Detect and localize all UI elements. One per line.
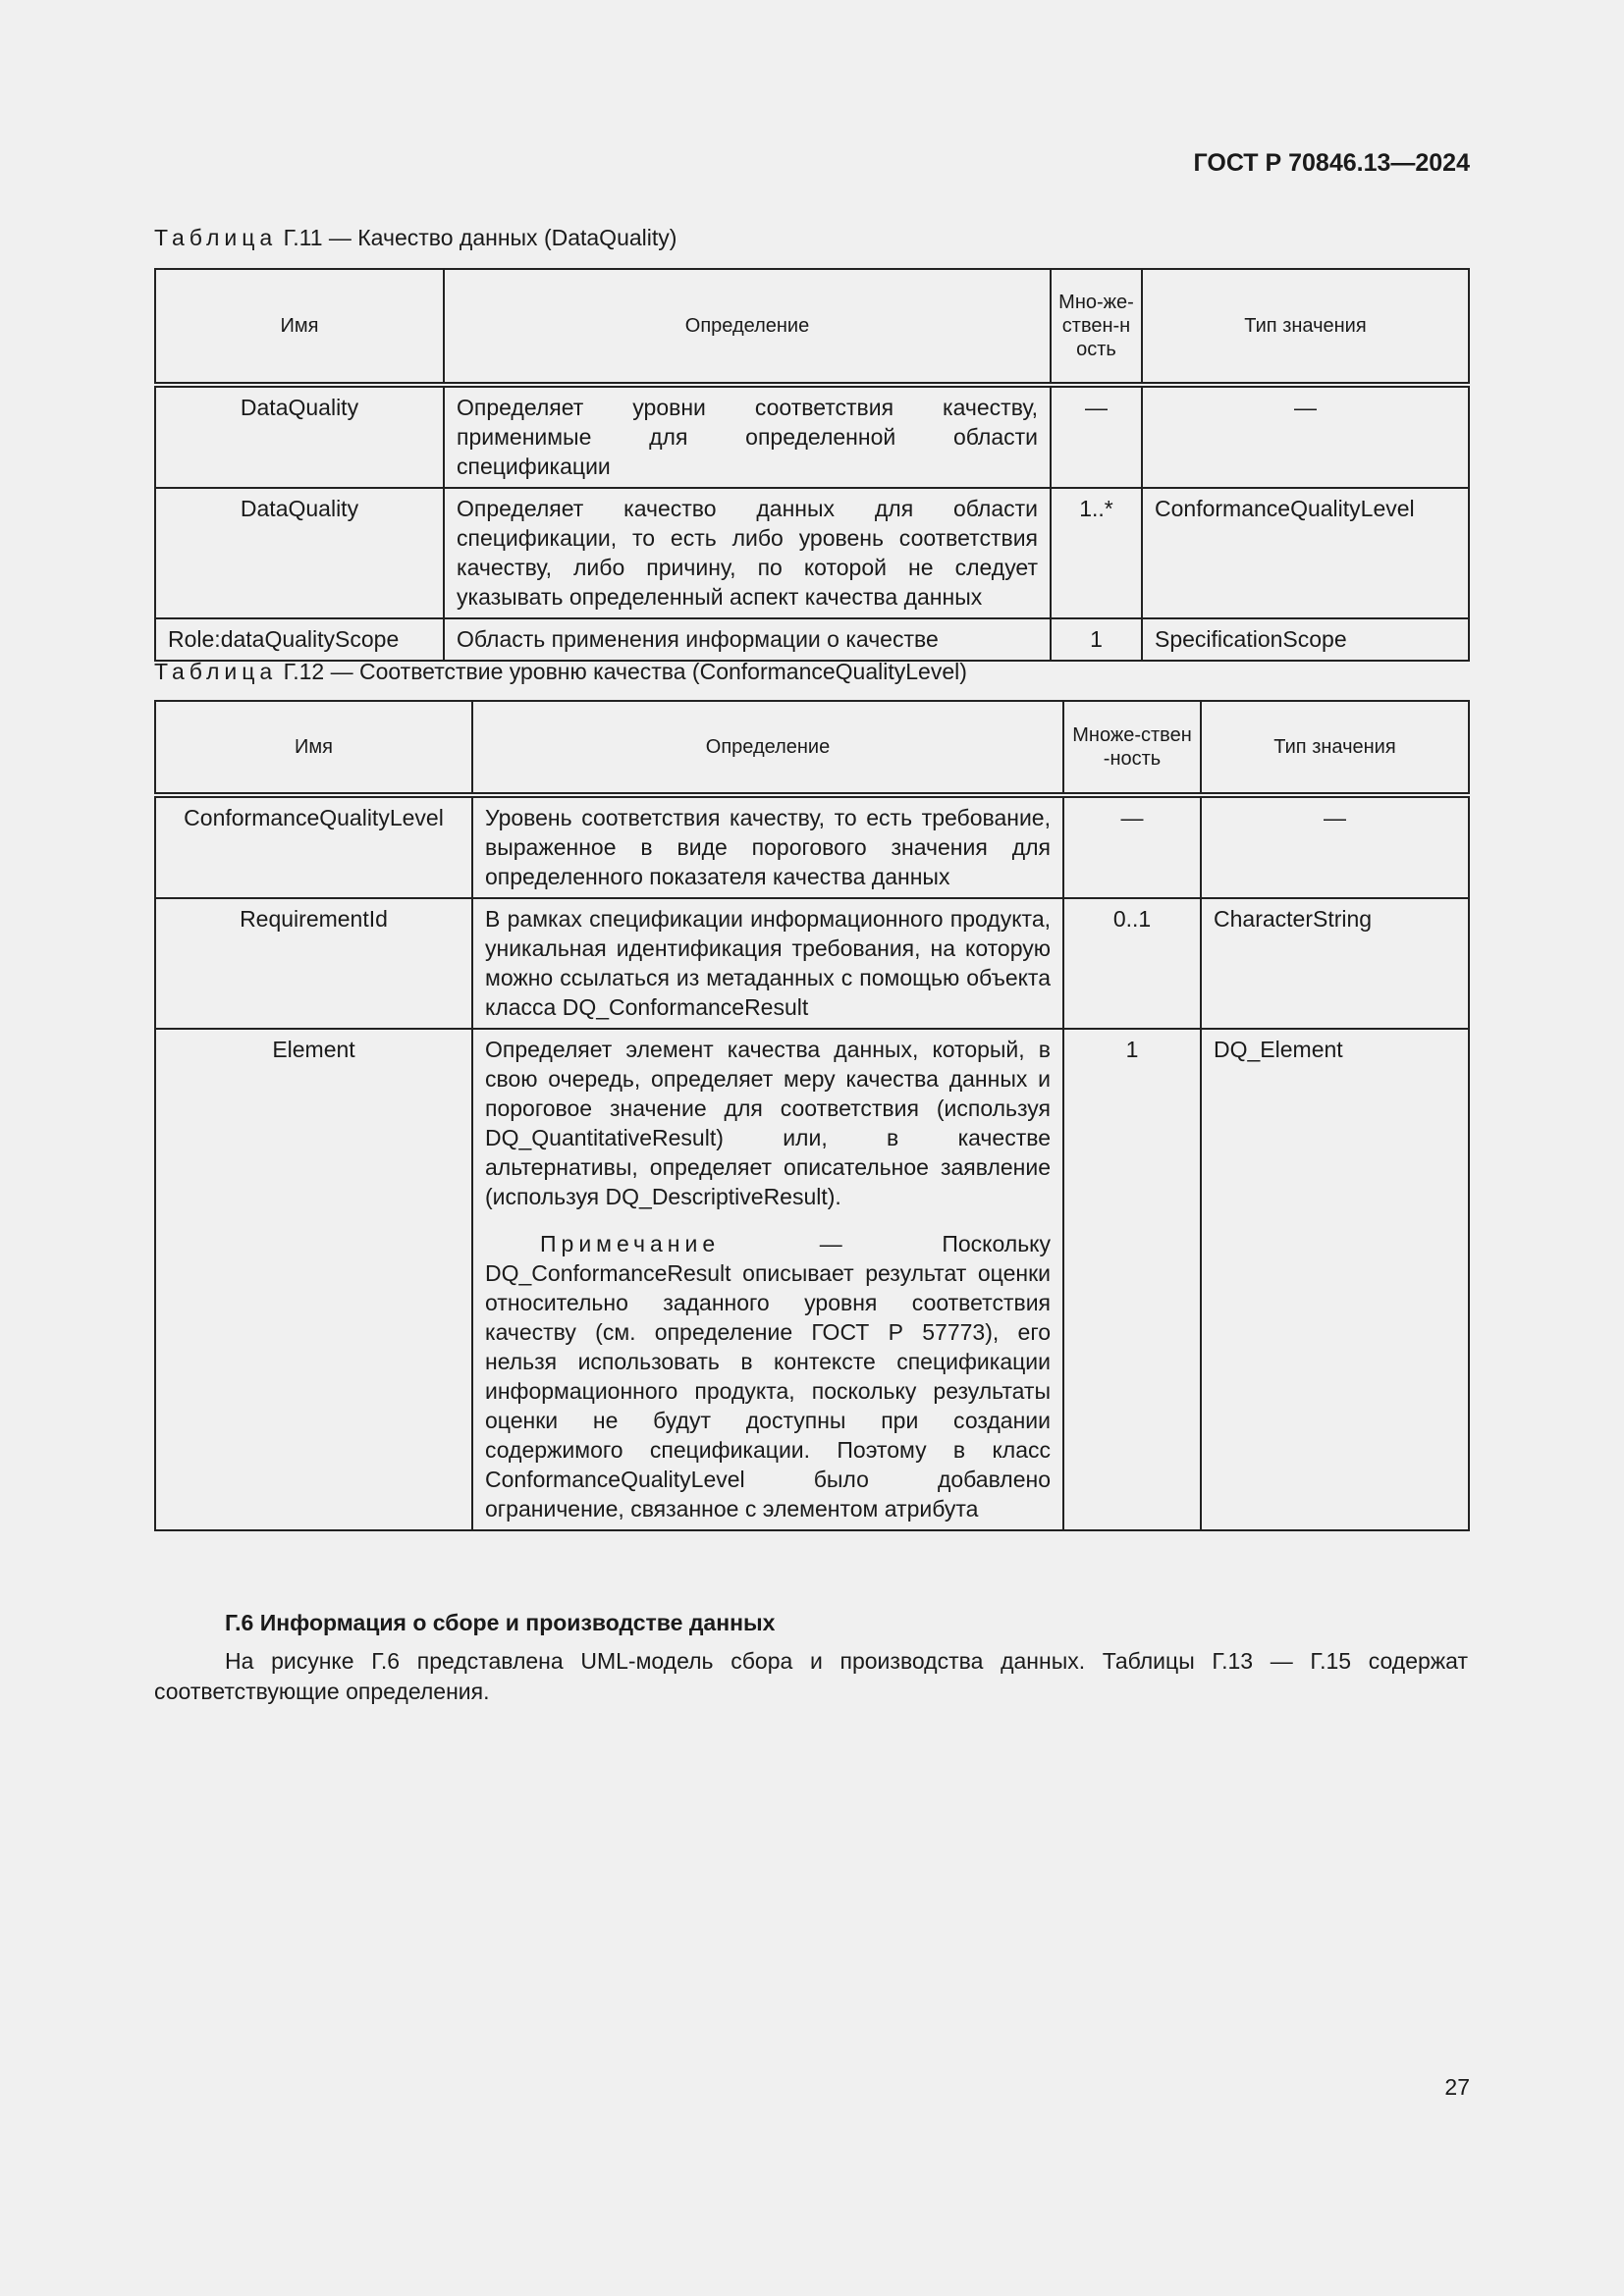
table-12-caption-text: Г.12 — Соответствие уровню качества (ConformanceQualityLevel) (277, 659, 967, 684)
table-11-header-name: Имя (155, 269, 444, 385)
row-name: DataQuality (155, 385, 444, 488)
table-12-header-name: Имя (155, 701, 472, 795)
note-text: — Поскольку DQ_ConformanceResult описывает результат оценки относительно заданного уровня соответствия качеству (см. определение ГОСТ Р 57773), его нельзя использовать в контексте спецификации информационного продукта, поскольку результаты оценки не будут доступны при создании содержимого спецификации. Поэтому в класс ConformanceQualityLevel было добавлено ограничение, связанное с элементом атрибута (485, 1231, 1051, 1522)
row-multiplicity: 0..1 (1063, 898, 1201, 1029)
row-name: ConformanceQualityLevel (155, 795, 472, 898)
table-note (485, 1229, 1051, 1523)
row-name: Role:dataQualityScope (155, 618, 444, 661)
table-12 (154, 700, 1470, 1531)
table-row (155, 488, 1469, 618)
row-type: SpecificationScope (1142, 618, 1469, 661)
row-type: CharacterString (1201, 898, 1469, 1029)
row-definition: Определяет качество данных для области спецификации, то есть либо уровень соответствия качеству, либо причину, по которой не следует указывать определенный аспект качества данных (444, 488, 1051, 618)
table-11-header-multiplicity: Мно-же-ствен-ность (1051, 269, 1142, 385)
table-row (155, 1029, 1469, 1530)
row-name: Element (155, 1029, 472, 1530)
row-name: DataQuality (155, 488, 444, 618)
row-definition: Определяет уровни соответствия качеству, применимые для определенной области спецификации (444, 385, 1051, 488)
row-definition: В рамках спецификации информационного продукта, уникальная идентификация требования, на которую можно ссылаться из метаданных с помощью объекта класса DQ_ConformanceResult (472, 898, 1063, 1029)
table-11 (154, 268, 1470, 662)
row-type: DQ_Element (1201, 1029, 1469, 1530)
row-definition: Определяет элемент качества данных, который, в свою очередь, определяет меру качества данных и пороговое значение для соответствия (используя DQ_QuantitativeResult) или, в качестве альтернативы, определяет описательное заявление (используя DQ_DescriptiveResult). (485, 1037, 1051, 1209)
table-12-header-multiplicity: Множе-ствен-ность (1063, 701, 1201, 795)
table-row (155, 898, 1469, 1029)
table-11-caption-text: Г.11 — Качество данных (DataQuality) (277, 225, 677, 250)
row-name: RequirementId (155, 898, 472, 1029)
table-11-caption-label: Таблица (154, 225, 278, 250)
row-multiplicity: — (1051, 385, 1142, 488)
table-11-header-definition: Определение (444, 269, 1051, 385)
note-label: Примечание (540, 1231, 721, 1256)
row-multiplicity: 1 (1051, 618, 1142, 661)
table-row (155, 795, 1469, 898)
row-type: — (1201, 795, 1469, 898)
row-multiplicity: 1 (1063, 1029, 1201, 1530)
row-type: ConformanceQualityLevel (1142, 488, 1469, 618)
section-text: На рисунке Г.6 представлена UML-модель сбора и производства данных. Таблицы Г.13 — Г.15 содержат соответствующие определения. (154, 1648, 1468, 1704)
table-row (155, 618, 1469, 661)
row-type: — (1142, 385, 1469, 488)
row-multiplicity: — (1063, 795, 1201, 898)
table-12-header-definition: Определение (472, 701, 1063, 795)
table-11-header-type: Тип значения (1142, 269, 1469, 385)
table-12-caption-label: Таблица (154, 659, 278, 684)
row-multiplicity: 1..* (1051, 488, 1142, 618)
row-definition: Уровень соответствия качеству, то есть требование, выраженное в виде порогового значения для определенного показателя качества данных (472, 795, 1063, 898)
section-title: Г.6 Информация о сборе и производстве данных (225, 1610, 776, 1635)
row-definition-cell (472, 1029, 1063, 1530)
table-12-header-type: Тип значения (1201, 701, 1469, 795)
table-11-caption (154, 225, 677, 251)
row-definition: Область применения информации о качестве (444, 618, 1051, 661)
page-number: 27 (1444, 2074, 1470, 2100)
document-code: ГОСТ Р 70846.13—2024 (1193, 149, 1470, 177)
table-row (155, 385, 1469, 488)
table-12-caption (154, 659, 967, 685)
